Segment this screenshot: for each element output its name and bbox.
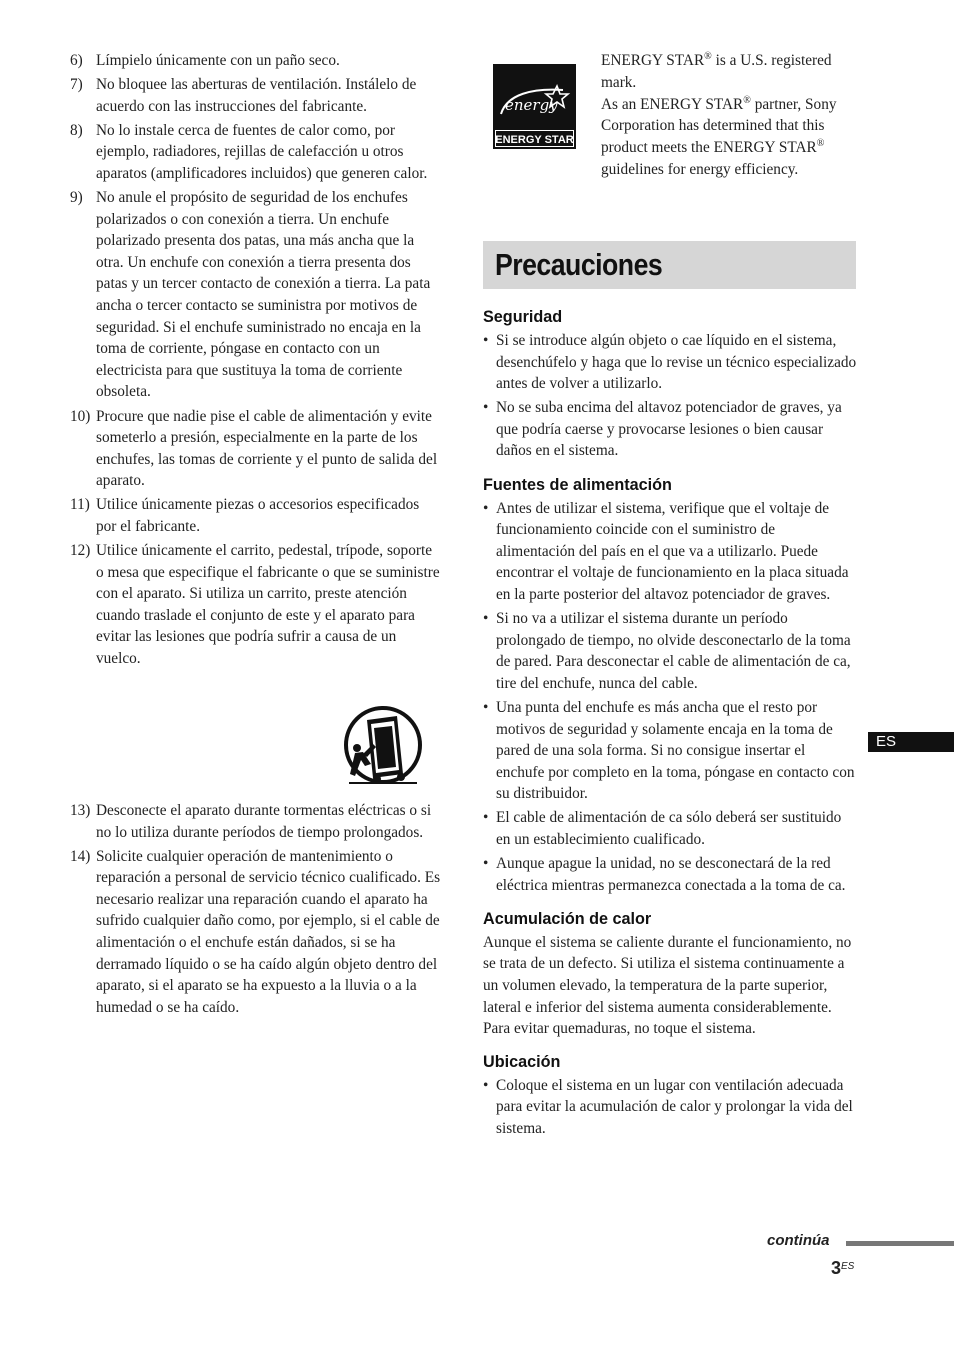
list-item: • Coloque el sistema en un lugar con ventilación adecuada para evitar la acumulación de calor y prolongar la vida del sistema. (483, 1075, 857, 1140)
list-item: • Antes de utilizar el sistema, verifique que el voltaje de funcionamiento coincide con el suministro de alimentación del país en el que va a utilizarlo. Puede encontrar el voltaje de funcionamiento en la placa situada en la parte posterior del altavoz potenciador de graves. (483, 498, 857, 606)
calor-paragraph: Aunque el sistema se caliente durante el funcionamiento, no se trata de un defecto. Si utiliza el sistema continuamente a un volumen elevado, la temperatura de la parte superior, lateral e inferior del sistema aumenta considerablemente. Para evitar quemaduras, no toque el sistema. (483, 933, 852, 1038)
energy-star-registered-text: ENERGY STAR® is a U.S. registered mark. (601, 50, 832, 91)
list-item: 8) No lo instale cerca de fuentes de calor como, por ejemplo, radiadores, rejillas de calefacción u otros aparatos (amplificadores incluidos) que generen calor. (70, 121, 428, 182)
fuentes-heading: Fuentes de alimentación (483, 475, 672, 494)
list-item: 14) Solicite cualquier operación de mantenimiento o reparación a personal de servicio técnico cualificado. Es necesario realizar una reparación cuando el aparato ha sufrido cualquier daño como, por ejemplo, si el cable de alimentación o el enchufe están dañados, si se ha derramado líquido o se ha caído algún objeto dentro del aparato, si el aparato se ha expuesto a la lluvia o a la humedad o se ha caído. (70, 847, 441, 1016)
energy-star-partner-text: As an ENERGY STAR® partner, Sony Corporation has determined that this product meets the ENERGY STAR® guidelines for energy efficiency. (601, 94, 837, 178)
list-item: 13) Desconecte el aparato durante tormentas eléctricas o si no lo utiliza durante períodos de tiempo prolongados. (70, 802, 432, 841)
instructions-list-part1 (70, 50, 442, 670)
language-tab: ES (868, 732, 954, 752)
left-column-part2 (70, 800, 442, 1021)
list-item: • El cable de alimentación de ca sólo deberá ser sustituido en un establecimiento cualificado. (483, 807, 857, 850)
list-item: • Si se introduce algún objeto o cae líquido en el sistema, desenchúfelo y haga que lo revise un técnico especializado antes de volver a utilizarlo. (483, 330, 857, 395)
energy-star-logo-text: ENERGY STAR (495, 134, 574, 146)
list-item: 7) No bloquee las aberturas de ventilación. Instálelo de acuerdo con las instrucciones del fabricante. (70, 76, 417, 115)
energy-star-logo-icon (493, 64, 576, 149)
continued-bar (846, 1241, 954, 1246)
right-column (483, 306, 857, 1142)
seguridad-heading: Seguridad (483, 308, 563, 326)
list-item: • No se suba encima del altavoz potenciador de graves, ya que podría caerse y provocarse lesiones o bien causar daños en el sistema. (483, 397, 857, 462)
cart-tip-over-warning-icon (343, 704, 423, 788)
energy-script-text: energy (505, 96, 558, 114)
calor-heading: Acumulación de calor (483, 909, 652, 928)
continued-label: continúa (767, 1232, 830, 1249)
left-column (70, 50, 442, 672)
list-item: 6) Límpielo únicamente con un paño seco. (70, 52, 340, 69)
energy-star-notice (601, 50, 861, 181)
page-number: $3^{ES}$ (831, 1258, 855, 1278)
list-item: 10) Procure que nadie pise el cable de alimentación y evite someterlo a presión, especialmente en la parte de los enchufes, las tomas de corriente y el punto de salida del aparato. (70, 407, 438, 490)
list-item: 12) Utilice únicamente el carrito, pedestal, trípode, soporte o mesa que especifique el fabricante o que se suministre con el aparato. Si utiliza un carrito, preste atención cuando traslade el conjunto de este y el aparato para evitar las lesiones que podría sufrir a causa de un vuelco. (70, 542, 440, 668)
list-item: • Aunque apague la unidad, no se desconectará de la red eléctrica mientras permanezca conectada a la toma de ca. (483, 853, 857, 896)
list-item: • Si no va a utilizar el sistema durante un período prolongado de tiempo, no olvide desconectarlo de la toma de pared. Para desconectar el cable de alimentación de ca, tire del enchufe, nunca del cable. (483, 608, 857, 694)
list-item: 11) Utilice únicamente piezas o accesorios especificados por el fabricante. (70, 496, 420, 535)
ubicacion-heading: Ubicación (483, 1052, 561, 1071)
list-item: • Una punta del enchufe es más ancha que el resto por motivos de seguridad y solamente encaja en la toma de pared de una sola forma. Si no consigue insertar el enchufe por completo en la toma, póngase en contacto con su distribuidor. (483, 697, 857, 805)
section-title: Precauciones (495, 247, 663, 282)
list-item: 9) No anule el propósito de seguridad de los enchufes polarizados o con conexión a tierra. Un enchufe polarizado presenta dos patas, una más ancha que la otra. Un enchufe con conexión a tierra presenta dos patas y un tercer contacto de conexión a tierra. La pata ancha o tercer contacto se suministra por motivos de seguridad. Si el enchufe suministrado no encaja en la toma de corriente, póngase en contacto con un electricista para que sustituya la toma de corriente obsoleta. (70, 189, 431, 401)
